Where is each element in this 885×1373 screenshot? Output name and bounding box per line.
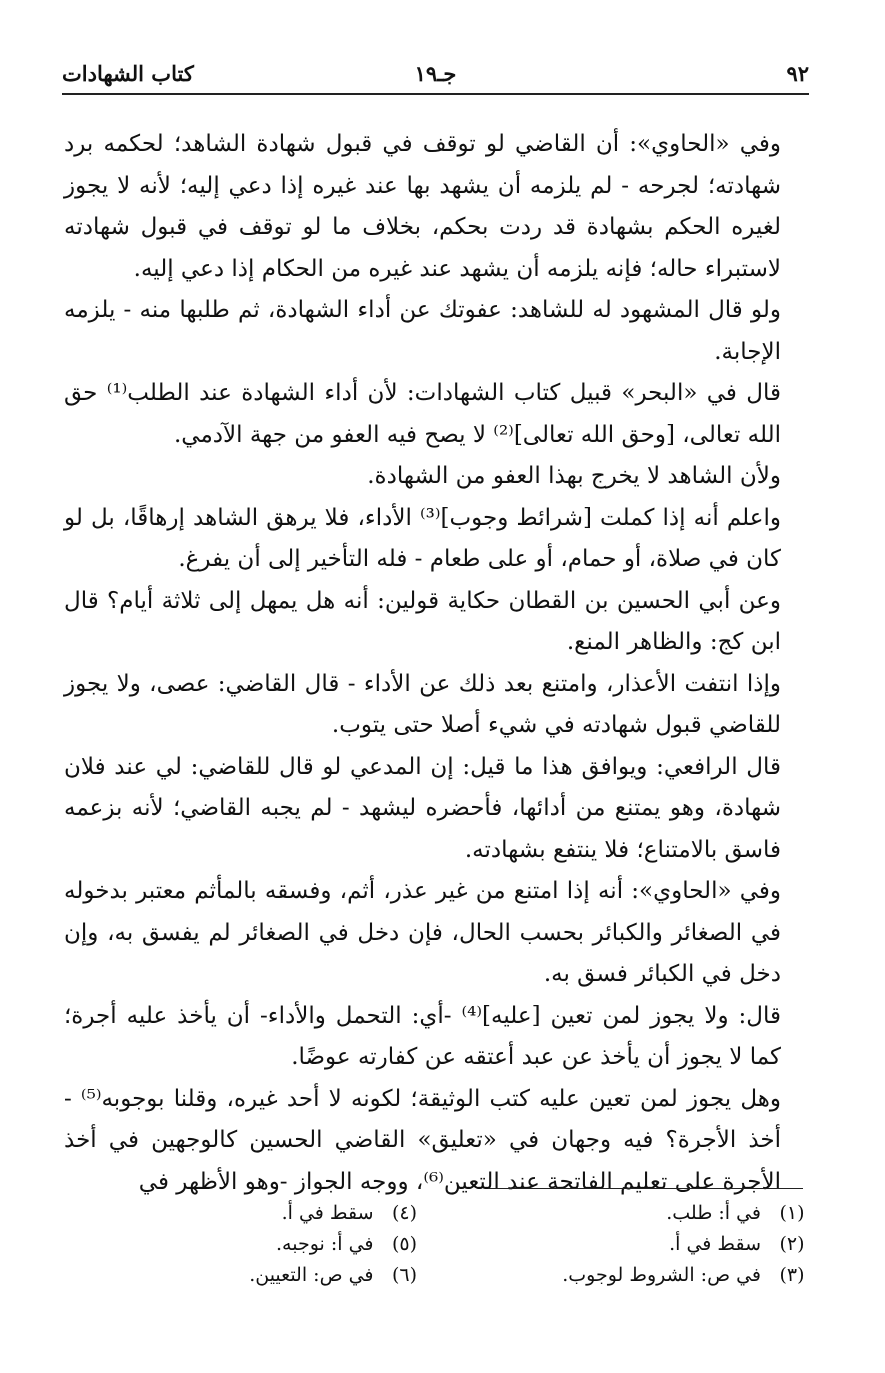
paragraph: قال: ولا يجوز لمن تعين [عليه]⁽⁴⁾ -أي: التحمل والأداء- أن يأخذ عليه أجرة؛ كما لا يجوز أن يأخذ عن عبد أعتقه عن كفارته عوضًا. [64,1002,781,1070]
paragraph: واعلم أنه إذا كملت [شرائط وجوب]⁽³⁾ الأداء، فلا يرهق الشاهد إرهاقًا، بل لو كان في صلاة، أو حمام، أو على طعام - فله التأخير إلى أن يفرغ. [64,504,781,572]
footnote-number: (٦) [391,1264,418,1286]
volume-number: جـ١٩ [414,60,457,86]
paragraph: ولأن الشاهد لا يخرج بهذا العفو من الشهادة. [367,463,781,489]
footnote-number: (٣) [779,1264,805,1286]
footnote-number: (٢) [779,1233,805,1255]
footnote-number: (١) [779,1202,805,1224]
paragraph: ولو قال المشهود له للشاهد: عفوتك عن أداء الشهادة، ثم طلبها منه - يلزمه الإجابة. [64,297,781,365]
footnote-rule [488,1188,803,1189]
header-rule [62,93,809,95]
paragraph: وفي «الحاوي»: أن القاضي لو توقف في قبول شهادة الشاهد؛ لحكمه برد شهادته؛ لجرحه - لم يلزمه أن يشهد بها عند غيره إذا دعي إليه؛ لأنه لا يجوز لغيره الحكم بشهادة قد ردت بحكم، بخلاف ما لو توقف في قبول شهادته لاستبراء حاله؛ فإنه يلزمه أن يشهد عند غيره من الحكام إذا دعي إليه. [64,131,781,282]
page-number: ٩٢ [786,60,809,86]
footnote-text: في ص: الشروط لوجوب. [562,1264,761,1286]
footnote-text: في أ: طلب. [666,1202,761,1224]
paragraph: وعن أبي الحسين بن القطان حكاية قولين: أنه هل يمهل إلى ثلاثة أيام؟ قال ابن كج: والظاهر المنع. [64,587,781,655]
footnote-text: سقط في أ. [281,1202,374,1224]
footnote-text: سقط في أ. [669,1233,761,1255]
footnote-text: في أ: نوجبه. [276,1233,374,1255]
footnotes [64,1198,809,1291]
paragraph: وإذا انتفت الأعذار، وامتنع بعد ذلك عن الأداء - قال القاضي: عصى، ولا يجوز للقاضي قبول شهادته في شيء أصلا حتى يتوب. [64,670,781,738]
footnote-number: (٤) [391,1202,418,1224]
paragraph: قال في «البحر» قبيل كتاب الشهادات: لأن أداء الشهادة عند الطلب⁽¹⁾ حق الله تعالى، [وحق الله تعالى]⁽²⁾ لا يصح فيه العفو من جهة الآدمي. [64,380,781,448]
footnote [452,1198,810,1229]
paragraph: قال الرافعي: ويوافق هذا ما قيل: إن المدعي لو قال للقاضي: لي عند فلان شهادة، وهو يمتنع من أدائها، فأحضره ليشهد - لم يجبه القاضي؛ لأنه بزعمه فاسق بالامتناع؛ فلا ينتفع بشهادته. [64,753,781,863]
footnote [452,1260,810,1291]
paragraph: وهل يجوز لمن تعين عليه كتب الوثيقة؛ لكونه لا أحد غيره، وقلنا بوجوبه⁽⁵⁾ - أخذ الأجرة؟ فيه وجهان في «تعليق» القاضي الحسين كالوجهين في أخذ الأجرة على تعليم الفاتحة عند التعين⁽⁶⁾، ووجه الجواز -وهو الأظهر في [64,1085,781,1195]
chapter-title: كتاب الشهادات [62,60,194,86]
footnote [452,1229,810,1260]
footnote-text: في ص: التعيين. [249,1264,374,1286]
footnote [64,1198,422,1229]
running-header [62,58,809,88]
footnote-number: (٥) [391,1233,418,1255]
footnote [64,1260,422,1291]
footnote [64,1229,422,1260]
paragraph: وفي «الحاوي»: أنه إذا امتنع من غير عذر، أثم، وفسقه بالمأثم معتبر بدخوله في الصغائر والكبائر بحسب الحال، فإن دخل في الصغائر لم يفسق به، وإن دخل في الكبائر فسق به. [64,878,781,987]
main-text [64,124,809,1203]
